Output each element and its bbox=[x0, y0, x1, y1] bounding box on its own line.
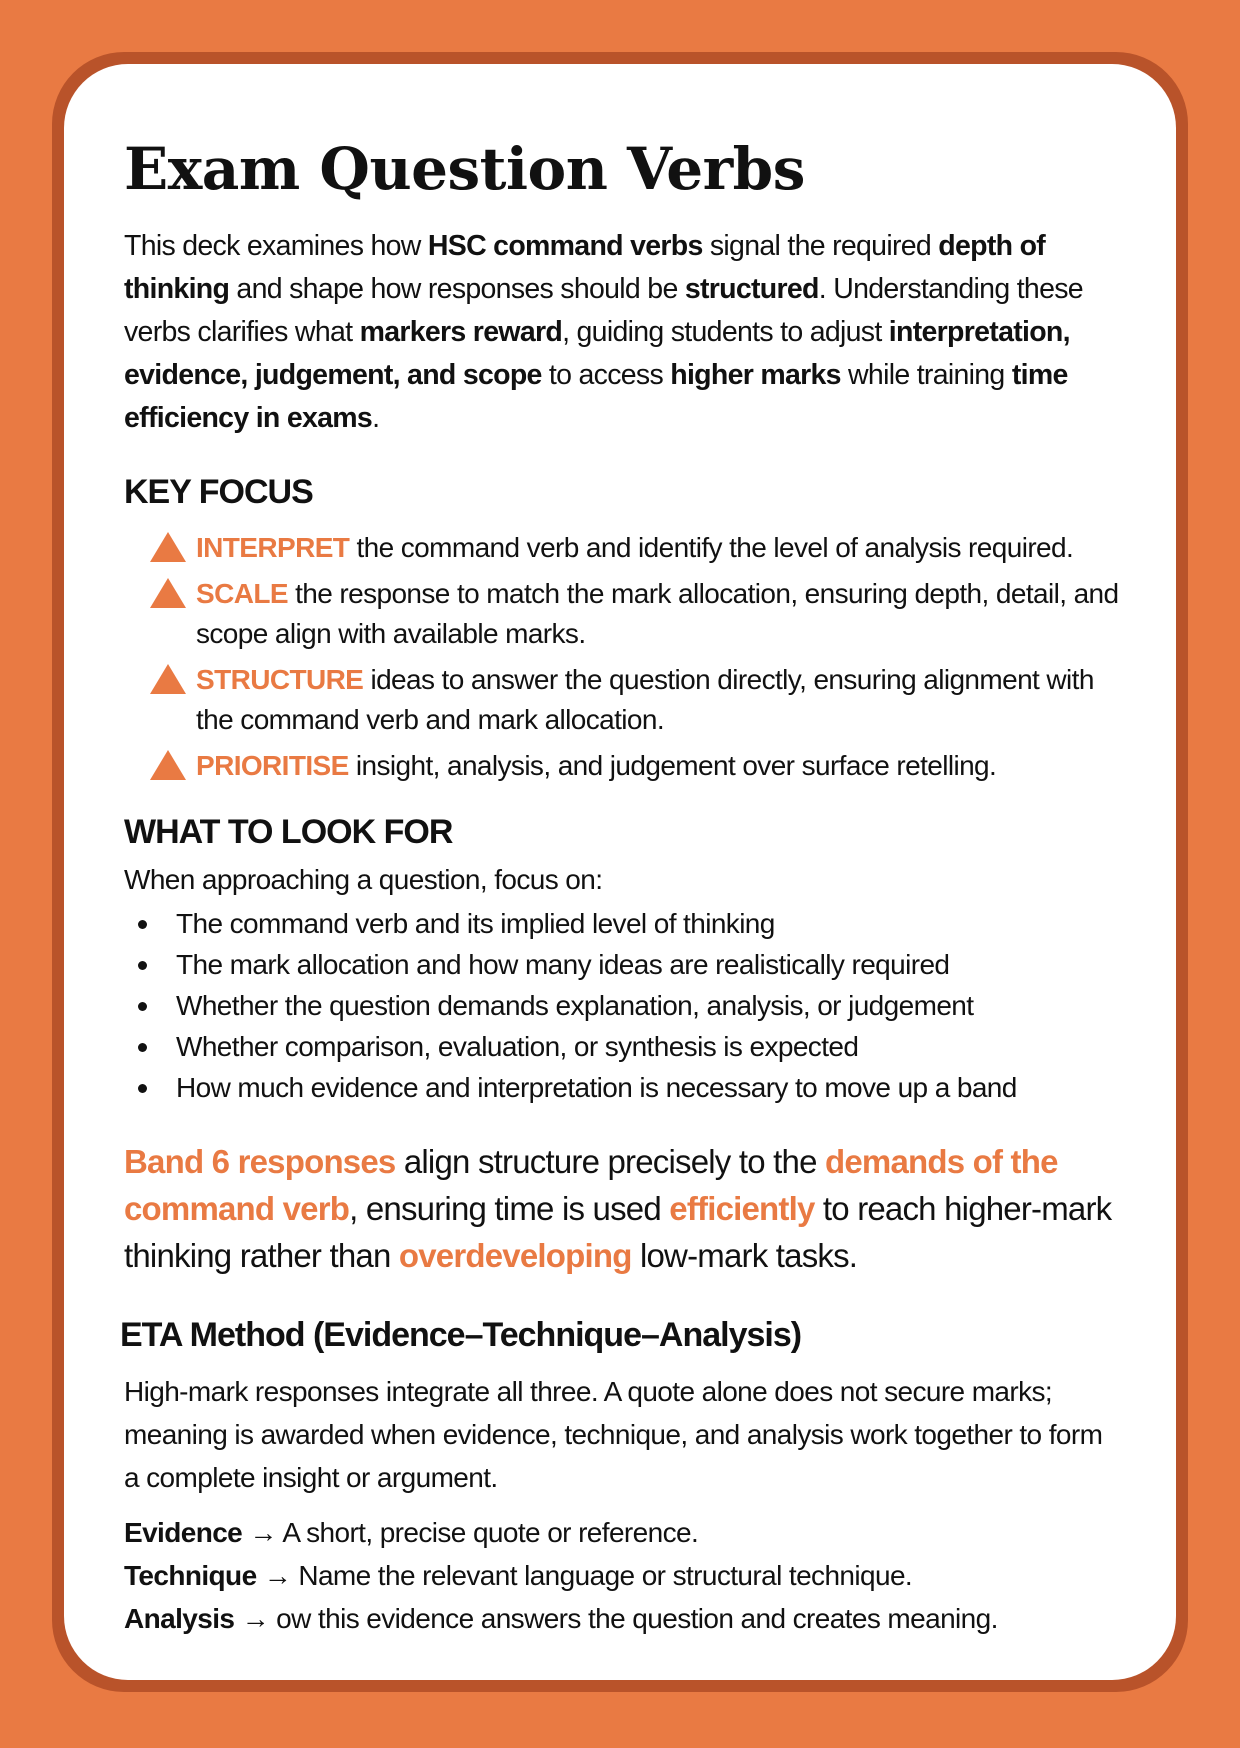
eta-heading: ETA Method (Evidence–Technique–Analysis) bbox=[120, 1316, 802, 1355]
key-focus-item bbox=[124, 746, 1124, 786]
bullet-dot-icon bbox=[138, 1002, 147, 1011]
look-for-item bbox=[124, 985, 1124, 1026]
intro-bold-run: structured bbox=[684, 272, 819, 305]
look-for-item bbox=[124, 1067, 1124, 1108]
key-focus-item bbox=[124, 528, 1124, 568]
focus-text: ideas to answer the question directly, ensuring alignment with the command verb and mark allocation. bbox=[196, 664, 1094, 736]
intro-bold-run: HSC command verbs bbox=[427, 229, 703, 262]
band6-text: align structure precisely to the bbox=[395, 1143, 825, 1181]
key-focus-item bbox=[124, 660, 1124, 740]
page-title: Exam Question Verbs bbox=[124, 135, 805, 203]
intro-bold-run: time efficiency in exams bbox=[124, 358, 1068, 434]
eta-list bbox=[124, 1511, 1124, 1640]
look-for-text: How much evidence and interpretation is necessary to move up a band bbox=[176, 1072, 1017, 1104]
band6-statement bbox=[124, 1138, 1124, 1279]
eta-label: Technique bbox=[124, 1560, 257, 1592]
bullet-dot-icon bbox=[138, 961, 147, 970]
bullet-dot-icon bbox=[138, 1043, 147, 1052]
intro-run: This deck examines how bbox=[124, 229, 428, 262]
intro-run: to access bbox=[541, 358, 671, 391]
intro-bold-run: depth of thinking bbox=[124, 229, 1046, 305]
key-focus-list bbox=[124, 528, 1124, 786]
intro-run: . bbox=[372, 401, 380, 434]
band6-text: low-mark tasks. bbox=[631, 1237, 858, 1275]
intro-run: . Understanding these verbs clarifies what bbox=[124, 272, 1083, 348]
band6-text: to reach higher-mark thinking rather than bbox=[124, 1190, 1112, 1275]
look-for-text: Whether comparison, evaluation, or synthesis is expected bbox=[176, 1031, 859, 1063]
eta-row-evidence bbox=[124, 1511, 1124, 1554]
intro-run: signal the required bbox=[702, 229, 939, 262]
intro-bold-run: interpretation, evidence, judgement, and scope bbox=[124, 315, 1070, 391]
triangle-icon bbox=[150, 750, 186, 780]
intro-bold-run: markers reward bbox=[359, 315, 563, 348]
focus-keyword: SCALE bbox=[196, 578, 288, 610]
eta-text: Name the relevant language or structural technique. bbox=[291, 1560, 913, 1592]
eta-label: Evidence bbox=[124, 1517, 243, 1549]
focus-text: the response to match the mark allocation, ensuring depth, detail, and scope align with available marks. bbox=[196, 578, 1119, 650]
focus-text: the command verb and identify the level of analysis required. bbox=[349, 532, 1074, 564]
look-for-item bbox=[124, 903, 1124, 944]
intro-run: while training bbox=[840, 358, 1012, 391]
look-for-text: Whether the question demands explanation, analysis, or judgement bbox=[176, 990, 974, 1022]
bullet-dot-icon bbox=[138, 920, 147, 929]
eta-label: Analysis bbox=[124, 1603, 235, 1635]
band6-text: , ensuring time is used bbox=[349, 1190, 670, 1228]
eta-row-analysis bbox=[124, 1597, 1124, 1640]
arrow-right-icon: → bbox=[249, 1517, 277, 1549]
look-for-item bbox=[124, 1026, 1124, 1067]
look-for-heading: WHAT TO LOOK FOR bbox=[124, 813, 453, 852]
eta-row-technique bbox=[124, 1554, 1124, 1597]
look-for-lead: When approaching a question, focus on: bbox=[124, 864, 603, 896]
band6-highlight: efficiently bbox=[669, 1190, 815, 1228]
intro-bold-run: higher marks bbox=[670, 358, 841, 391]
intro-run: , guiding students to adjust bbox=[562, 315, 889, 348]
intro-paragraph bbox=[124, 225, 1124, 440]
focus-keyword: INTERPRET bbox=[196, 532, 350, 564]
eta-text: ow this evidence answers the question and creates meaning. bbox=[268, 1603, 998, 1635]
triangle-icon bbox=[150, 664, 186, 694]
look-for-text: The command verb and its implied level of thinking bbox=[176, 908, 775, 940]
look-for-text: The mark allocation and how many ideas are realistically required bbox=[176, 949, 950, 981]
bullet-dot-icon bbox=[138, 1084, 147, 1093]
focus-text: insight, analysis, and judgement over surface retelling. bbox=[348, 750, 997, 782]
eta-paragraph: High-mark responses integrate all three. A quote alone does not secure marks; meaning is awarded when evidence, technique, and analysis work together to form a complete insight or argument. bbox=[124, 1376, 1103, 1494]
focus-keyword: STRUCTURE bbox=[196, 664, 364, 696]
key-focus-item bbox=[124, 574, 1124, 654]
focus-keyword: PRIORITISE bbox=[196, 750, 349, 782]
arrow-right-icon: → bbox=[263, 1560, 292, 1592]
look-for-list bbox=[124, 903, 1124, 1108]
card-content bbox=[120, 135, 1124, 1640]
band6-highlight: Band 6 responses bbox=[124, 1143, 396, 1181]
band6-highlight: overdeveloping bbox=[398, 1237, 632, 1275]
card bbox=[64, 64, 1176, 1680]
eta-text: A short, precise quote or reference. bbox=[276, 1517, 699, 1549]
triangle-icon bbox=[150, 532, 186, 562]
triangle-icon bbox=[150, 578, 186, 608]
band6-highlight: demands of the command verb bbox=[124, 1143, 1058, 1228]
intro-run: and shape how responses should be bbox=[229, 272, 685, 305]
key-focus-heading: KEY FOCUS bbox=[124, 472, 313, 511]
look-for-item bbox=[124, 944, 1124, 985]
arrow-right-icon: → bbox=[241, 1603, 269, 1635]
